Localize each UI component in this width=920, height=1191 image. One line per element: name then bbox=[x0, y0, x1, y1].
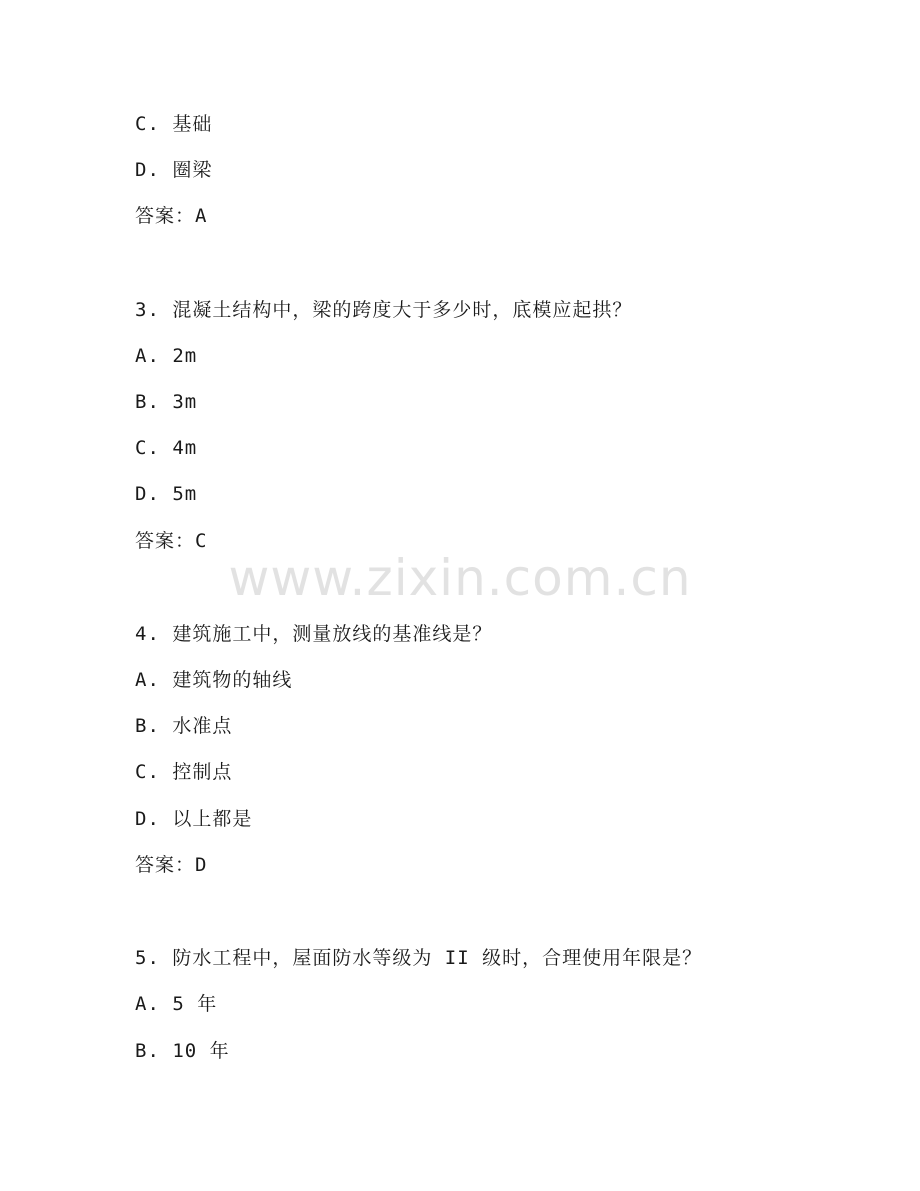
option-4b: B. 水准点 bbox=[135, 715, 233, 737]
option-3d: D. 5m bbox=[135, 483, 198, 505]
option-2d: D. 圈梁 bbox=[135, 159, 213, 181]
option-3b: B. 3m bbox=[135, 391, 198, 413]
option-4a: A. 建筑物的轴线 bbox=[135, 669, 293, 691]
option-4d: D. 以上都是 bbox=[135, 808, 253, 830]
answer-4: 答案：D bbox=[135, 854, 208, 876]
watermark-text: www.zixin.com.cn bbox=[228, 549, 692, 607]
question-5: 5. 防水工程中，屋面防水等级为 II 级时，合理使用年限是？ bbox=[135, 947, 703, 969]
question-4: 4. 建筑施工中，测量放线的基准线是？ bbox=[135, 623, 493, 645]
answer-2: 答案：A bbox=[135, 205, 208, 227]
option-3a: A. 2m bbox=[135, 345, 198, 367]
option-3c: C. 4m bbox=[135, 437, 198, 459]
answer-3: 答案：C bbox=[135, 530, 208, 552]
option-5b: B. 10 年 bbox=[135, 1040, 230, 1062]
option-4c: C. 控制点 bbox=[135, 761, 233, 783]
option-5a: A. 5 年 bbox=[135, 993, 218, 1015]
question-3: 3. 混凝土结构中，梁的跨度大于多少时，底模应起拱？ bbox=[135, 299, 633, 321]
option-2c: C. 基础 bbox=[135, 113, 213, 135]
